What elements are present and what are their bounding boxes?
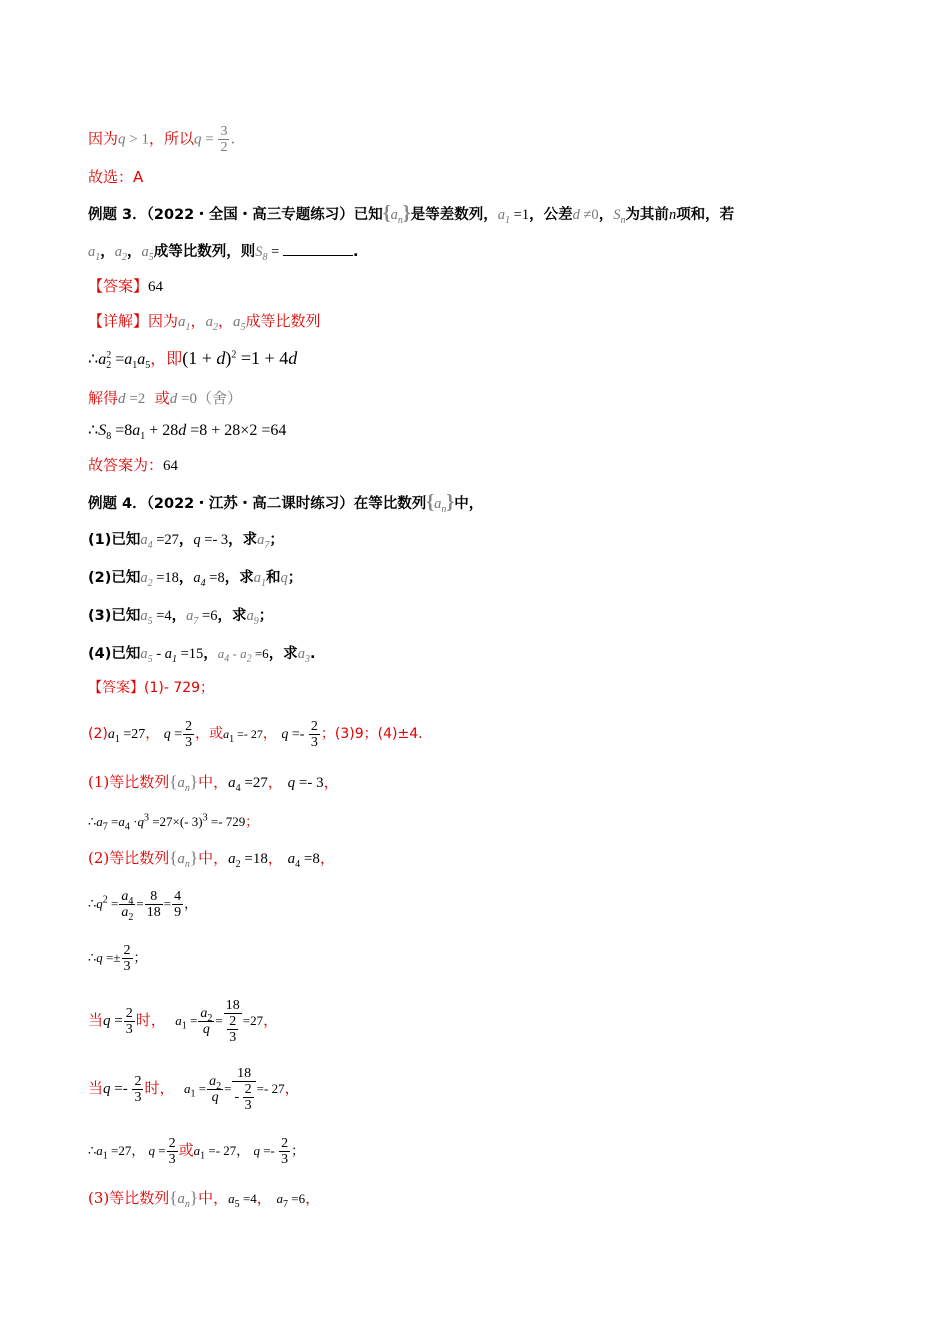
example-4-title: 例题 4．（2022・江苏・高二课时练习）在等比数列$\{a_n\}$中， — [88, 491, 484, 515]
detail-3-s8: $\therefore S_8 =8a_1 + 28d =8 + 28\times 2 =64$ — [88, 422, 287, 443]
solution-4-2-qsq: $\therefore q^2$ = $\frac{a_4}{a_2}$ = $\frac{8}{18}$ = $\frac{4}{9}$ ， — [88, 889, 198, 923]
question-4-3: (3)已知$a_5 =4$，$a_7 =6$，求$a_9$； — [88, 608, 274, 627]
line-because-q: 因为q > 1，所以q = $\frac{3}{2}$ . — [88, 124, 236, 155]
answer-4-1: 【答案】(1)- 729； — [88, 680, 215, 696]
solution-4-2-result: $\therefore a_1 =27$， q = $\frac{2}{3}$ 或$a_1 =- 27$， q =- $\frac{2}{3}$ ； — [88, 1136, 305, 1167]
answer-4-2: $(2)a_1 =27$， q = $\frac{2}{3}$ ，或$a_1 =- 27$， q =- $\frac{2}{3}$ ；(3)9；(4)±4. — [88, 718, 423, 750]
solution-4-3: (3)等比数列$\{a_n\}$中，$a_5 =4$， $a_7 =6$， — [88, 1188, 321, 1210]
answer-3: 【答案】64 — [88, 277, 164, 295]
detail-3-solve: 解得d =2 或d =0（舍） — [88, 389, 243, 407]
answer-blank — [283, 241, 353, 256]
line-choose-a: 故选：A — [88, 168, 144, 186]
case-q-positive: 当q = $\frac{2}{3}$ 时， $a_1$ = $\frac{a_2}{q}$ = $\frac{18}{\frac{2}{3}}$ =27， — [88, 998, 279, 1045]
solution-4-1: (1)等比数列$\{a_n\}$中，$a_4 =27$， q =- 3， — [88, 772, 339, 794]
example-3-title: 例题 3．（2022・全国・高三专题练习）已知$\{a_n\}$是等差数列，$a_1 =1$，公差d ≠0，$S_n$为其前n项和，若 — [88, 202, 735, 226]
detail-3: 【详解】因为$a_1$，$a_2$，$a_5$成等比数列 — [88, 312, 321, 333]
question-4-1: (1)已知$a_4 =27$，q =- 3，求$a_7$； — [88, 532, 284, 551]
case-q-negative: 当q =- $\frac{2}{3}$ 时， $a_1$ = $\frac{a_2}{q}$ = 18 - $\frac{2}{3}$ =- 27， — [88, 1066, 300, 1113]
detail-3-eq1: $\therefore a_2^2 =a_1a_5$，即$(1 + d)^2 =1 + 4d$ — [88, 348, 298, 372]
example-3-line2: $a_1$，$a_2$，$a_5$成等比数列，则$S_8$ = . — [88, 241, 358, 262]
solution-4-2: (2)等比数列$\{a_n\}$中，$a_2 =18$， $a_4 =8$， — [88, 848, 335, 870]
solution-4-1-calc: $\therefore a_7 =a_4 \cdot q^3 =27\times(-$ 3)$^3$ =- 729； — [88, 812, 259, 833]
question-4-2: (2)已知$a_2 =18$，$a_4 =8$，求$a_1$和q； — [88, 570, 303, 589]
question-4-4: (4)已知$a_5 - a_1 =15$，$a_4 - a_2 =6$，求$a_3$. — [88, 646, 316, 665]
solution-4-2-q: ∴q =± $\frac{2}{3}$ ； — [88, 943, 147, 974]
final-answer-3: 故答案为：64 — [88, 456, 179, 474]
